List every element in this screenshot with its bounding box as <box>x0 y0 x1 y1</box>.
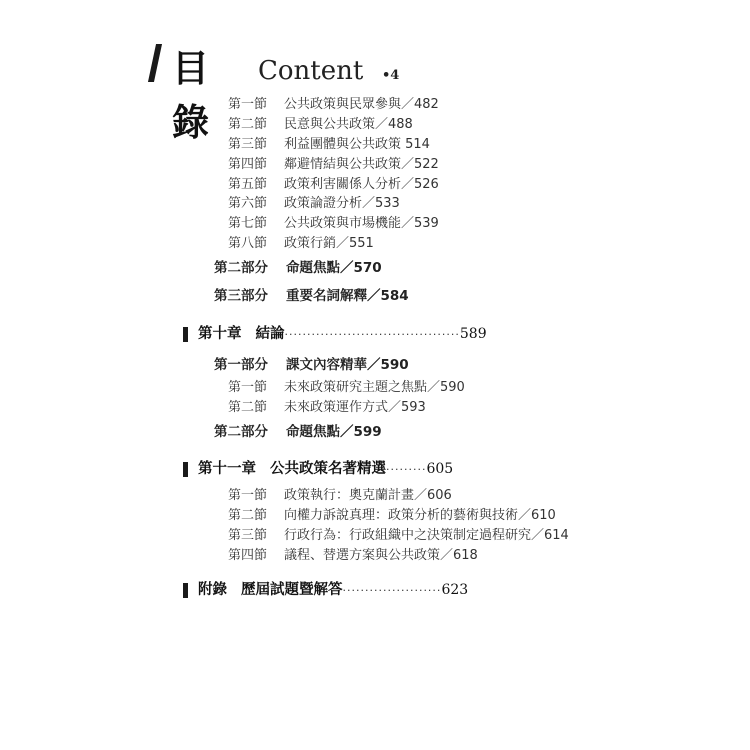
chapter-heading <box>198 325 487 344</box>
toc-entry <box>228 137 430 153</box>
section-title: 公共政策與民眾參與／482 <box>284 97 439 112</box>
chapter-marker <box>183 583 188 598</box>
section-label: 第二節 <box>228 400 268 415</box>
toc-entry <box>228 216 439 232</box>
appendix-title: 歷屆試題暨解答 <box>241 582 343 598</box>
toc-entry <box>228 157 439 173</box>
section-label: 第二節 <box>228 508 268 523</box>
section-title: 政策執行：奧克蘭計畫／606 <box>284 488 452 503</box>
part-label: 第三部分 <box>214 288 268 304</box>
chapter-title: 結論 <box>255 326 285 342</box>
section-title: 未來政策運作方式／593 <box>284 400 426 415</box>
leader-dots: ······································· <box>284 328 460 341</box>
section-title: 行政行為：行政組織中之決策制定過程研究／614 <box>284 528 569 543</box>
part-label: 第二部分 <box>214 424 268 440</box>
section-label: 第三節 <box>228 137 268 152</box>
part-title: 課文內容精華／590 <box>286 357 409 373</box>
toc-entry <box>228 177 439 193</box>
toc-entry <box>228 528 569 544</box>
toc-entry <box>228 97 439 113</box>
part-title: 命題焦點／599 <box>286 424 382 440</box>
chapter-page: 605 <box>426 461 454 477</box>
toc-part-entry <box>214 424 382 440</box>
chapter-marker <box>183 327 188 342</box>
toc-part-entry <box>214 288 409 304</box>
section-title: 議程、替選方案與公共政策／618 <box>284 548 478 563</box>
page-title-english: Content <box>258 56 364 86</box>
appendix-label: 附錄 <box>198 582 227 598</box>
chapter-label: 第十一章 <box>198 461 256 477</box>
section-label: 第一節 <box>228 380 268 395</box>
page-title: 目錄 <box>172 47 211 144</box>
chapter-heading <box>198 460 453 479</box>
chapter-title: 公共政策名著精選 <box>270 461 386 477</box>
toc-part-entry <box>214 260 382 276</box>
section-label: 第四節 <box>228 157 268 172</box>
section-label: 第六節 <box>228 196 268 211</box>
chapter-page: 589 <box>459 326 487 342</box>
chapter-label: 第十章 <box>198 326 242 342</box>
section-label: 第七節 <box>228 216 268 231</box>
section-title: 向權力訴說真理：政策分析的藝術與技術／610 <box>284 508 556 523</box>
page-number: •4 <box>382 68 400 83</box>
leader-dots: ······················ <box>342 584 442 597</box>
title-slash-mark <box>148 44 162 82</box>
leader-dots: ········· <box>386 463 427 476</box>
toc-entry <box>228 236 374 252</box>
section-label: 第一節 <box>228 97 268 112</box>
appendix-page: 623 <box>441 582 469 598</box>
section-label: 第二節 <box>228 117 268 132</box>
toc-entry <box>228 548 478 564</box>
section-label: 第三節 <box>228 528 268 543</box>
toc-entry <box>228 380 465 396</box>
section-title: 鄰避情結與公共政策／522 <box>284 157 439 172</box>
toc-entry <box>228 117 413 133</box>
part-label: 第一部分 <box>214 357 268 373</box>
section-label: 第一節 <box>228 488 268 503</box>
section-title: 民意與公共政策／488 <box>284 117 413 132</box>
section-label: 第八節 <box>228 236 268 251</box>
section-title: 公共政策與市場機能／539 <box>284 216 439 231</box>
section-title: 未來政策研究主題之焦點／590 <box>284 380 465 395</box>
section-title: 政策利害關係人分析／526 <box>284 177 439 192</box>
part-label: 第二部分 <box>214 260 268 276</box>
toc-entry <box>228 488 452 504</box>
section-title: 利益團體與公共政策 514 <box>284 137 430 152</box>
part-title: 命題焦點／570 <box>286 260 382 276</box>
section-label: 第四節 <box>228 548 268 563</box>
section-title: 政策行銷／551 <box>284 236 374 251</box>
section-title: 政策論證分析／533 <box>284 196 400 211</box>
chapter-marker <box>183 462 188 477</box>
part-title: 重要名詞解釋／584 <box>286 288 409 304</box>
appendix-heading <box>198 581 468 600</box>
toc-entry <box>228 508 556 524</box>
section-label: 第五節 <box>228 177 268 192</box>
toc-part-entry <box>214 357 409 373</box>
toc-entry <box>228 196 400 212</box>
toc-entry <box>228 400 426 416</box>
